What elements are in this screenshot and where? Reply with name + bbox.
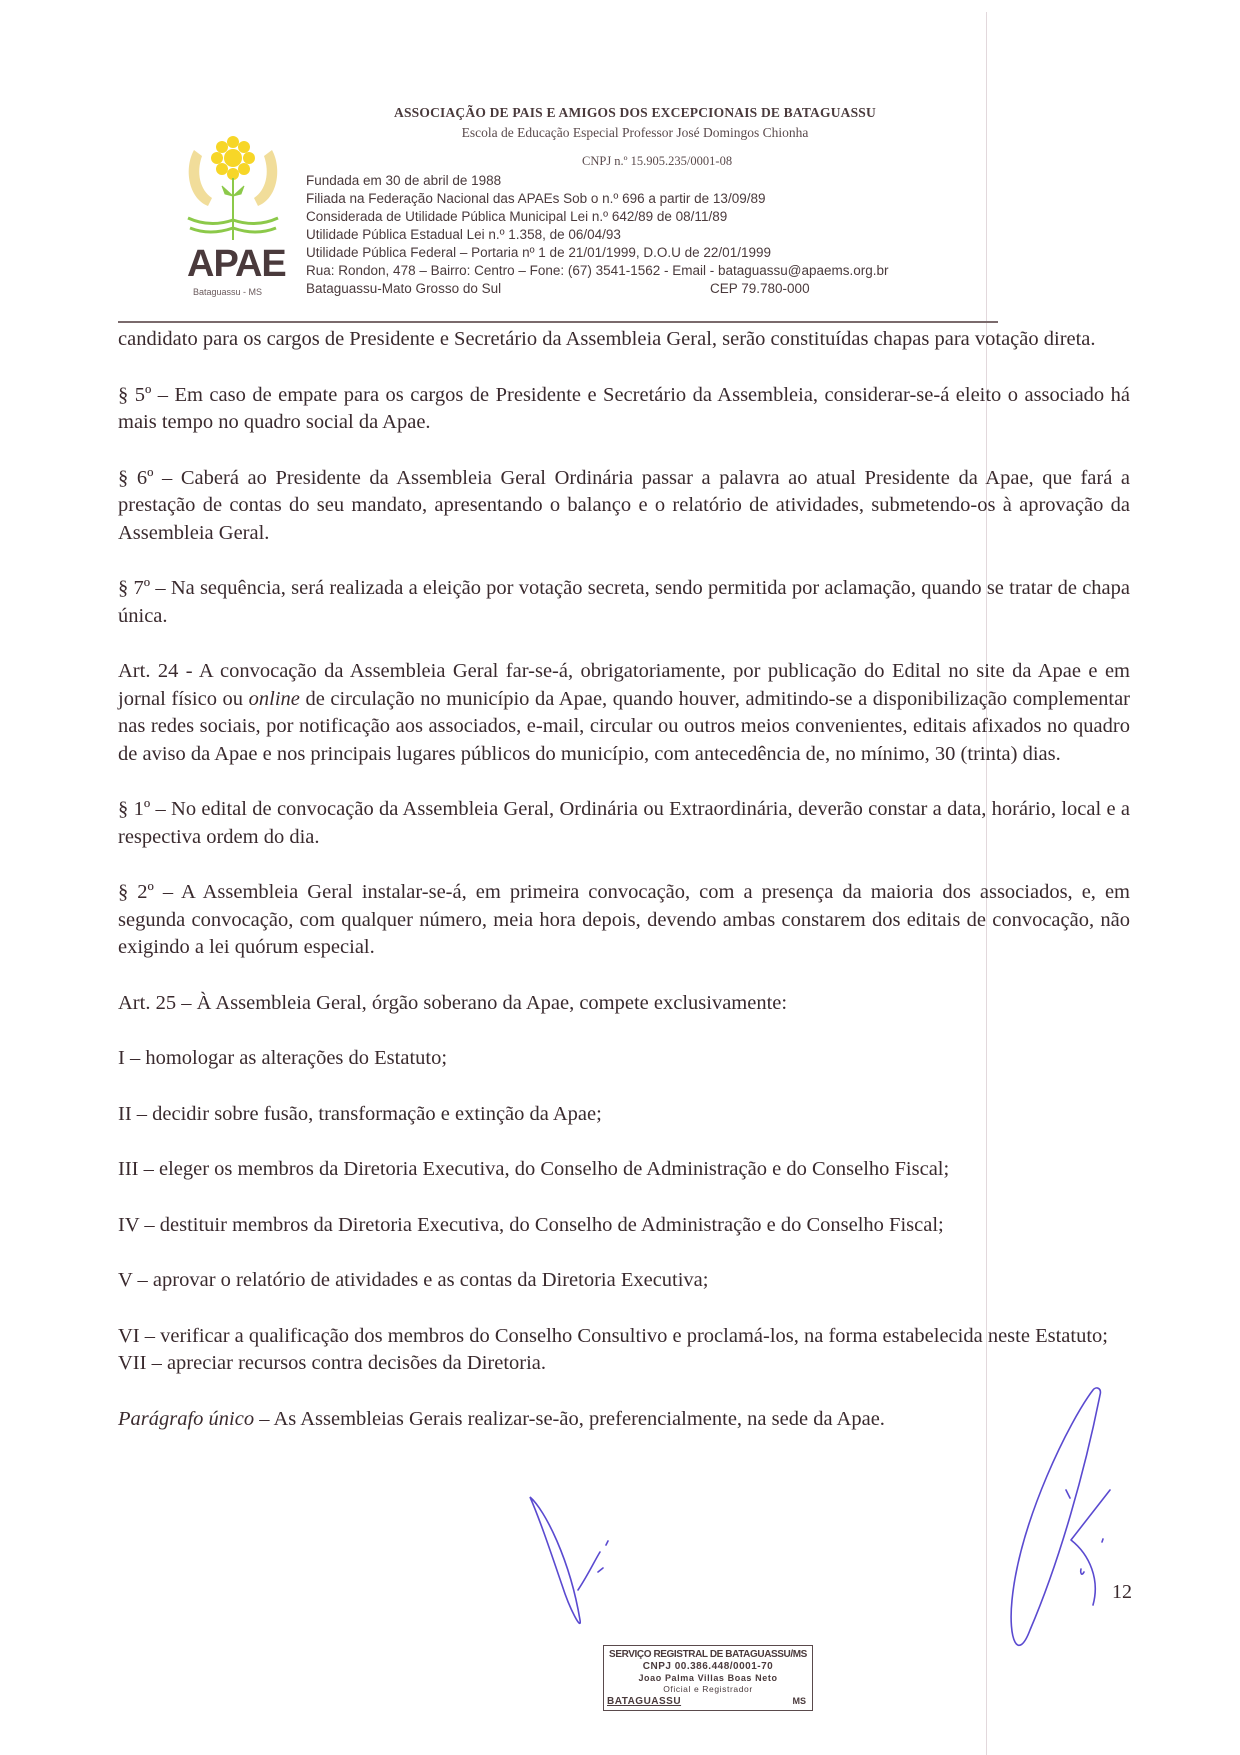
postal-code: CEP 79.780-000 (710, 281, 810, 296)
info-line-city: Bataguassu-Mato Grosso do Sul (306, 281, 502, 296)
article-24-italic: online (248, 687, 300, 710)
school-name: Escola de Educação Especial Professor José Domingos Chionha (461, 125, 809, 140)
list-item: I – homologar as alterações do Estatuto; (118, 1047, 448, 1069)
organization-name: ASSOCIAÇÃO DE PAIS E AMIGOS DOS EXCEPCIONAIS DE BATAGUASSU (394, 105, 876, 120)
logo-flower (211, 136, 255, 180)
logo-right-hand (254, 150, 277, 206)
paragraph-continuation: candidato para os cargos de Presidente e Secretário da Assembleia Geral, serão constituídas chapas para votação direta. (118, 328, 1096, 350)
paragraph-6: § 6º – Caberá ao Presidente da Assembleia Geral Ordinária passar a palavra ao atual Presidente da Apae, que fará a prestação de contas do seu mandato, apresentando o balanço e o relatório de atividades, submetendo-os à aprovação da Assembleia Geral. (118, 466, 1130, 544)
list-item: V – aprovar o relatório de atividades e as contas da Diretoria Executiva; (118, 1269, 709, 1291)
article-24 (118, 658, 1130, 768)
stamp-name: Joao Palma Villas Boas Neto (638, 1673, 778, 1683)
logo-subtitle: Bataguassu - MS (193, 287, 263, 297)
info-line: Considerada de Utilidade Pública Municipal Lei n.º 642/89 de 08/11/89 (306, 209, 728, 224)
info-line: Utilidade Pública Estadual Lei n.º 1.358, de 06/04/93 (306, 227, 621, 242)
apae-logo (180, 128, 290, 246)
paragraph-7: § 7º – Na sequência, será realizada a eleição por votação secreta, sendo permitida por aclamação, quando se tratar de chapa única. (118, 577, 1130, 627)
list-item: VI – verificar a qualificação dos membros do Conselho Consultivo e proclamá-los, na forma estabelecida neste Estatuto; (118, 1324, 1108, 1347)
info-line: Fundada em 30 de abril de 1988 (306, 173, 502, 188)
signature-left (530, 1497, 608, 1623)
registry-stamp (603, 1645, 813, 1711)
header-divider (118, 321, 998, 323)
article-24-text-a: Art. 24 - A convocação da Assembleia Geral far-se-á, obrigatoriamente, por publicação do Edital no site da Apae e em jornal físico ou (118, 660, 1130, 710)
list-item: VII – apreciar recursos contra decisões da Diretoria. (118, 1352, 547, 1374)
stamp-role: Oficial e Registrador (663, 1684, 753, 1694)
paragrafo-unico-label: Parágrafo único (118, 1407, 255, 1430)
info-line-address: Rua: Rondon, 478 – Bairro: Centro – Fone: (67) 3541-1562 - Email - bataguassu@apaems.org.br (306, 263, 889, 278)
info-line-city-row (306, 280, 810, 298)
stamp-cnpj: CNPJ 00.386.448/0001-70 (642, 1661, 774, 1672)
paragraph-5: § 5º – Em caso de empate para os cargos de Presidente e Secretário da Assembleia, considerar-se-á eleito o associado há mais tempo no quadro social da Apae. (118, 383, 1130, 433)
stamp-state: MS (792, 1696, 806, 1706)
article-24-paragraph-1: § 1º – No edital de convocação da Assembleia Geral, Ordinária ou Extraordinária, deverão constar a data, horário, local e a respectiva ordem do dia. (118, 798, 1130, 848)
paragrafo-unico-text: – As Assembleias Gerais realizar-se-ão, preferencialmente, na sede da Apae. (254, 1407, 885, 1430)
article-25: Art. 25 – À Assembleia Geral, órgão soberano da Apae, compete exclusivamente: (118, 991, 788, 1014)
stamp-city: BATAGUASSU (607, 1696, 682, 1707)
stamp-title: SERVIÇO REGISTRAL DE BATAGUASSU/MS (609, 1649, 807, 1660)
organization-info (306, 172, 889, 298)
list-item: IV – destituir membros da Diretoria Executiva, do Conselho de Administração e do Conselho Fiscal; (118, 1213, 944, 1236)
article-24-text-b: de circulação no município da Apae, quando houver, admitindo-se a disponibilização complementar nas redes sociais, por notificação aos associados, e-mail, circular ou outros meios convenientes, editais afixados no quadro de aviso da Apae e nos principais lugares públicos do município, com antecedência de, no mínimo, 30 (trinta) dias. (118, 687, 1130, 765)
logo-wordmark: APAE (187, 243, 286, 285)
logo-left-hand (189, 150, 212, 206)
article-24-paragraph-2: § 2º – A Assembleia Geral instalar-se-á, em primeira convocação, com a presença da maioria dos associados, e, em segunda convocação, com qualquer número, meia hora depois, devendo ambas constarem dos editais de convocação, não exigindo a lei quórum especial. (118, 881, 1130, 958)
page-number: 12 (1112, 1581, 1132, 1603)
document-body (118, 326, 1130, 1461)
list-item: III – eleger os membros da Diretoria Executiva, do Conselho de Administração e do Conselho Fiscal; (118, 1158, 950, 1180)
info-line: Filiada na Federação Nacional das APAEs Sob o n.º 696 a partir de 13/09/89 (306, 191, 766, 206)
paragrafo-unico (118, 1406, 1130, 1434)
info-line: Utilidade Pública Federal – Portaria nº 1 de 21/01/1999, D.O.U de 22/01/1999 (306, 245, 771, 260)
stamp-footer-row (607, 1695, 809, 1708)
list-item: II – decidir sobre fusão, transformação e extinção da Apae; (118, 1102, 602, 1125)
organization-cnpj: CNPJ n.º 15.905.235/0001-08 (582, 154, 733, 168)
